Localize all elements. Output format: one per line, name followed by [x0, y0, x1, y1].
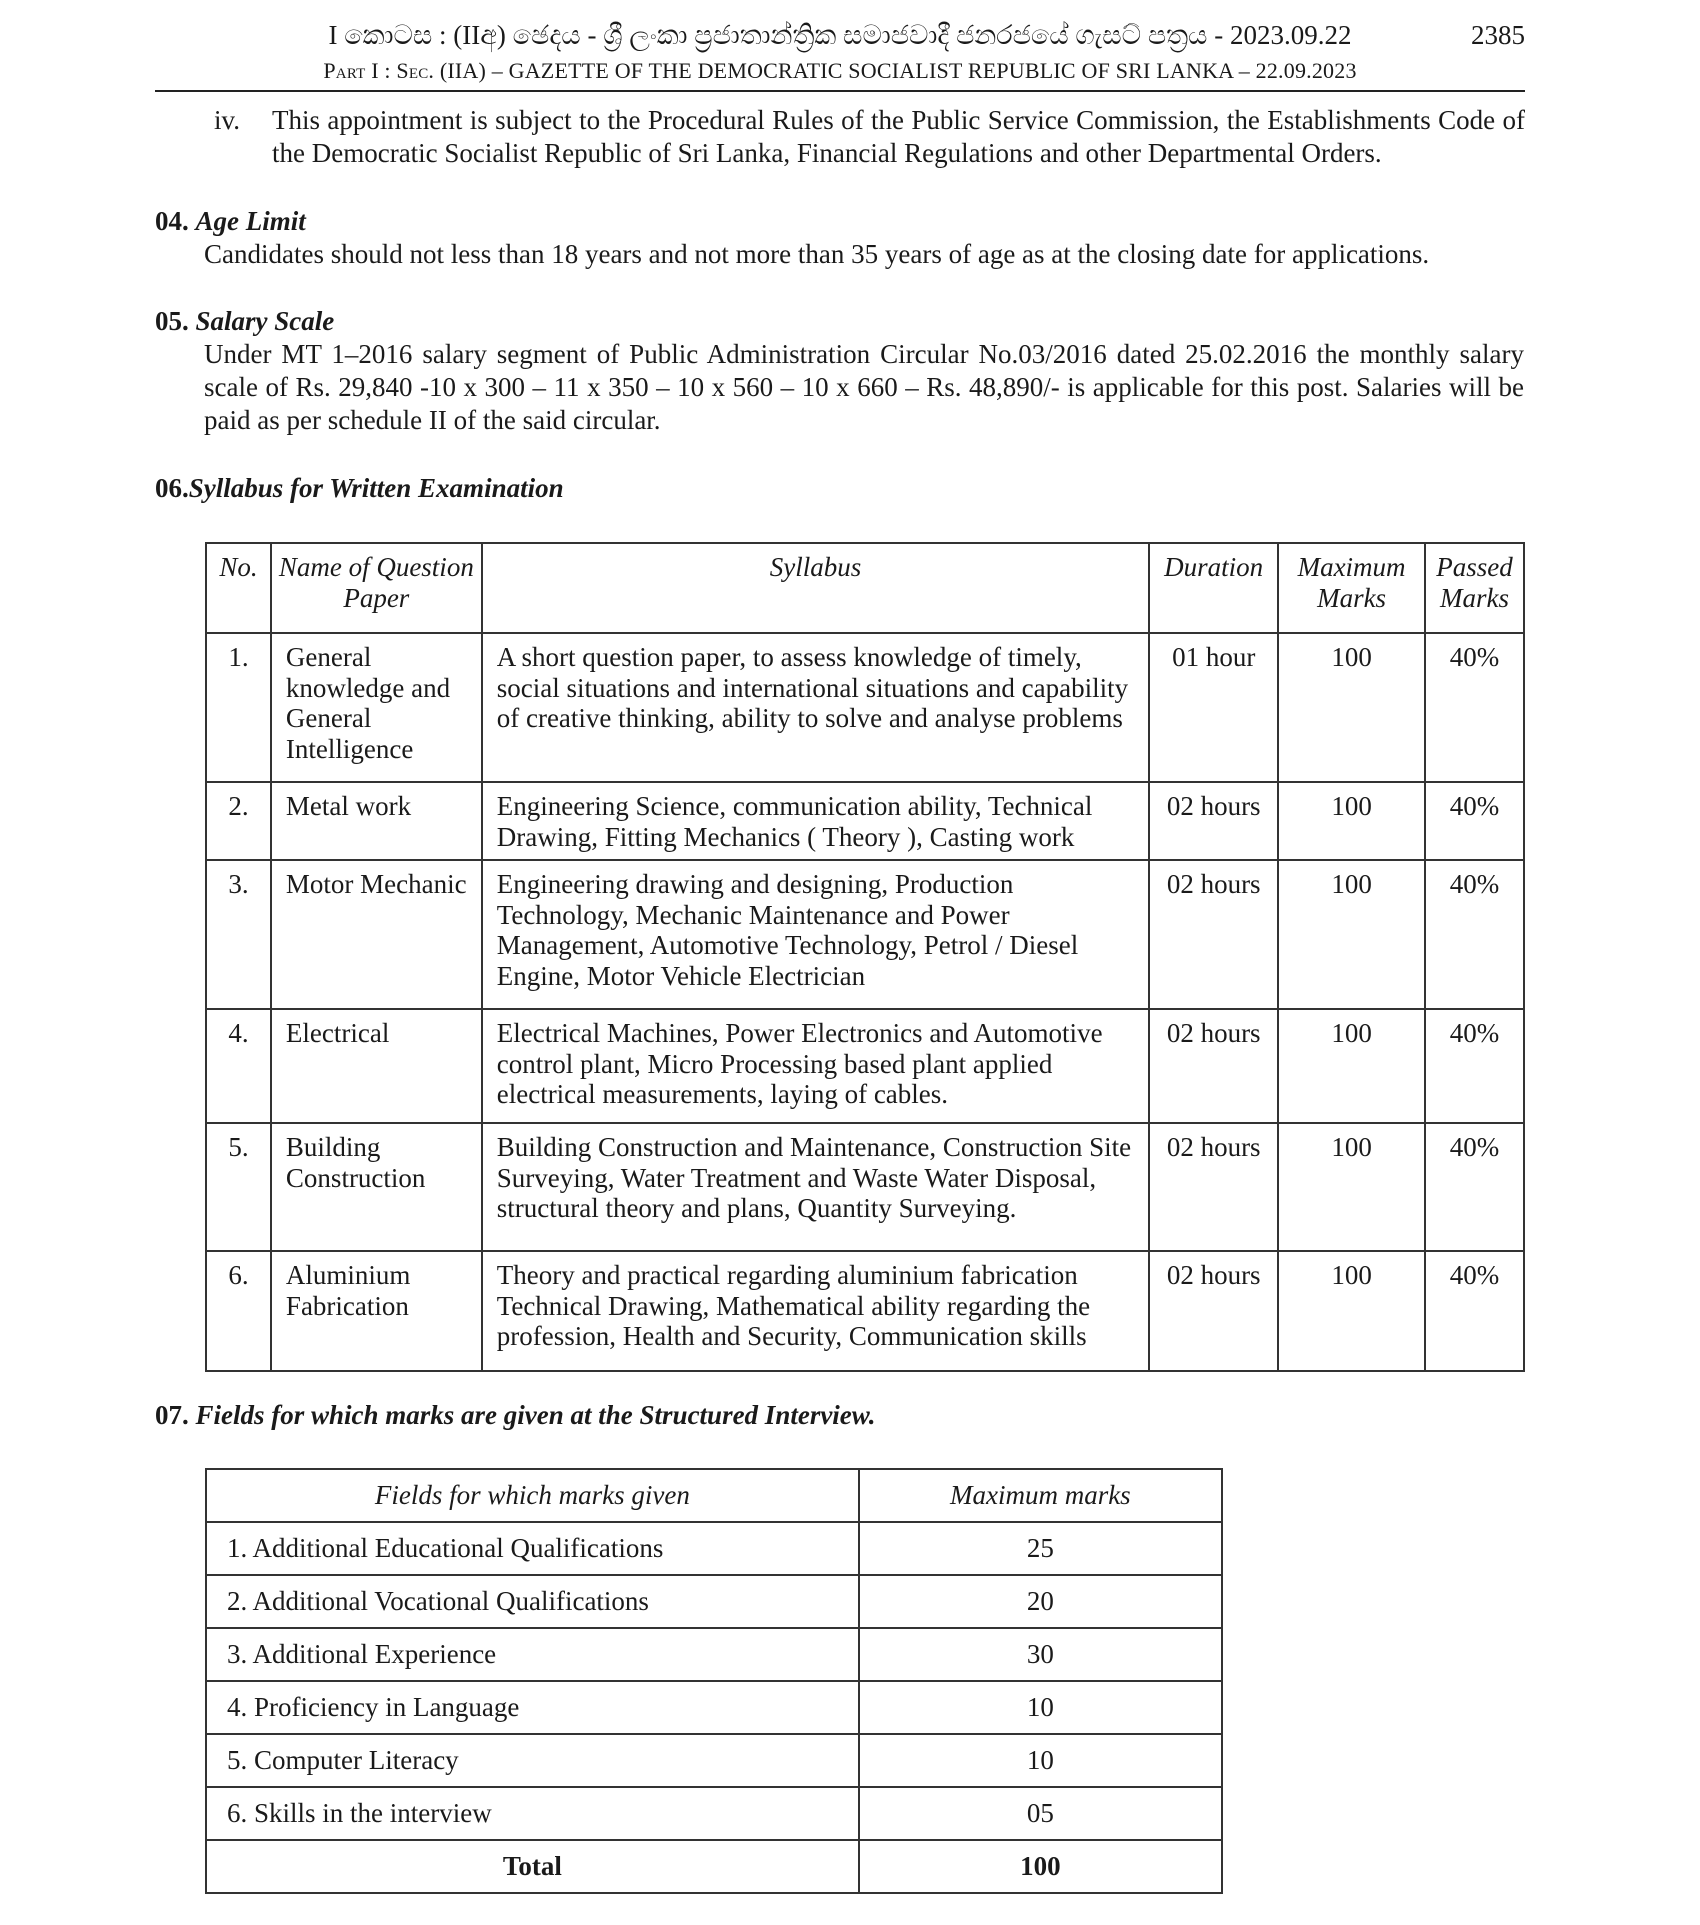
field-marks: 05 — [859, 1787, 1222, 1840]
fields-header-row — [206, 1469, 1222, 1522]
field-marks: 25 — [859, 1522, 1222, 1575]
section-06-number: 06. — [155, 473, 189, 503]
item-iv-label: iv. — [214, 105, 240, 135]
header-maximum-marks: Maximum marks — [859, 1469, 1222, 1522]
page-number: 2385 — [1471, 20, 1525, 50]
field-name: 3. Additional Experience — [206, 1628, 859, 1681]
header-no: No. — [206, 543, 271, 633]
syllabus-table — [205, 542, 1525, 1372]
duration: 02 hours — [1149, 1009, 1278, 1123]
table-row — [206, 1123, 1524, 1251]
header-passed-marks: Passed Marks — [1425, 543, 1524, 633]
table-row — [206, 1681, 1222, 1734]
field-name: 4. Proficiency in Language — [206, 1681, 859, 1734]
passed-marks: 40% — [1425, 633, 1524, 782]
table-row — [206, 1575, 1222, 1628]
section-05-text: Under MT 1–2016 salary segment of Public Administration Circular No.03/2016 dated 25.02.2016 the monthly salary scale of Rs. 29,840 -10 x 300 – 11 x 350 – 10 x 560 – 10 x 660 – Rs. 48,890/- is applicable for this post. Salaries will be paid as per schedule II of the said circular. — [204, 339, 1524, 435]
syllabus-text: Theory and practical regarding aluminium fabrication Technical Drawing, Mathematical ability regarding the profession, Health and Security, Communication skills — [482, 1251, 1150, 1371]
section-07-number: 07. — [155, 1400, 189, 1430]
duration: 02 hours — [1149, 860, 1278, 1009]
row-number: 2. — [206, 782, 271, 860]
header-english-line — [155, 58, 1525, 84]
maximum-marks: 100 — [1278, 1123, 1425, 1251]
interview-fields-table — [205, 1468, 1223, 1894]
passed-marks: 40% — [1425, 860, 1524, 1009]
section-05-title: Salary Scale — [195, 306, 335, 336]
section-05-heading — [155, 305, 334, 338]
field-name: 1. Additional Educational Qualifications — [206, 1522, 859, 1575]
table-row — [206, 1009, 1524, 1123]
total-value: 100 — [859, 1840, 1222, 1893]
question-paper-name: Electrical — [271, 1009, 482, 1123]
maximum-marks: 100 — [1278, 782, 1425, 860]
duration: 01 hour — [1149, 633, 1278, 782]
duration: 02 hours — [1149, 1123, 1278, 1251]
table-row — [206, 633, 1524, 782]
syllabus-text: A short question paper, to assess knowledge of timely, social situations and international situations and capability of creative thinking, ability to solve and analyse problems — [482, 633, 1150, 782]
row-number: 5. — [206, 1123, 271, 1251]
section-06-title: Syllabus for Written Examination — [188, 473, 564, 503]
passed-marks: 40% — [1425, 1123, 1524, 1251]
syllabus-text: Engineering drawing and designing, Production Technology, Mechanic Maintenance and Power Management, Automotive Technology, Petrol / Diesel Engine, Motor Vehicle Electrician — [482, 860, 1150, 1009]
field-marks: 20 — [859, 1575, 1222, 1628]
row-number: 4. — [206, 1009, 271, 1123]
item-iv-text: This appointment is subject to the Procedural Rules of the Public Service Commission, the Establishments Code of the Democratic Socialist Republic of Sri Lanka, Financial Regulations and other Departmental Orders. — [272, 105, 1525, 168]
question-paper-name: Building Construction — [271, 1123, 482, 1251]
section-06-heading — [155, 472, 564, 505]
gazette-header — [155, 14, 1525, 92]
table-row — [206, 1251, 1524, 1371]
maximum-marks: 100 — [1278, 1009, 1425, 1123]
table-row — [206, 860, 1524, 1009]
table-row — [206, 1522, 1222, 1575]
passed-marks: 40% — [1425, 1009, 1524, 1123]
section-07-title: Fields for which marks are given at the Structured Interview. — [195, 1400, 876, 1430]
maximum-marks: 100 — [1278, 860, 1425, 1009]
field-name: 5. Computer Literacy — [206, 1734, 859, 1787]
header-duration: Duration — [1149, 543, 1278, 633]
section-04-title: Age Limit — [195, 206, 306, 236]
syllabus-text: Engineering Science, communication ability, Technical Drawing, Fitting Mechanics ( Theory ), Casting work — [482, 782, 1150, 860]
header-maximum-marks: Maximum Marks — [1278, 543, 1425, 633]
total-label: Total — [206, 1840, 859, 1893]
syllabus-text: Building Construction and Maintenance, Construction Site Surveying, Water Treatment and Waste Water Disposal, structural theory and plans, Quantity Surveying. — [482, 1123, 1150, 1251]
header-fields: Fields for which marks given — [206, 1469, 859, 1522]
section-05-number: 05. — [155, 306, 189, 336]
section-04-heading — [155, 205, 306, 238]
table-row — [206, 1787, 1222, 1840]
section-04-number: 04. — [155, 206, 189, 236]
duration: 02 hours — [1149, 1251, 1278, 1371]
duration: 02 hours — [1149, 782, 1278, 860]
maximum-marks: 100 — [1278, 633, 1425, 782]
section-04-text: Candidates should not less than 18 years and not more than 35 years of age as at the closing date for applications. — [204, 239, 1430, 269]
row-number: 6. — [206, 1251, 271, 1371]
field-marks: 10 — [859, 1734, 1222, 1787]
row-number: 3. — [206, 860, 271, 1009]
table-row — [206, 1734, 1222, 1787]
header-sinhala-line: I කොටස : (IIඅ) ඡෙදය - ශ්‍රී ලංකා ප්‍රජාතාන්ත්‍රික සමාජවාදී ජනරජයේ ගැසට් පත්‍රය - 2023.09.22 — [328, 20, 1352, 50]
header-syllabus: Syllabus — [482, 543, 1150, 633]
question-paper-name: Metal work — [271, 782, 482, 860]
field-name: 6. Skills in the interview — [206, 1787, 859, 1840]
syllabus-text: Electrical Machines, Power Electronics and Automotive control plant, Micro Processing based plant applied electrical measurements, laying of cables. — [482, 1009, 1150, 1123]
header-part-label: Part I : Sec. — [323, 58, 435, 83]
passed-marks: 40% — [1425, 782, 1524, 860]
header-name-of-question-paper: Name of Question Paper — [271, 543, 482, 633]
field-name: 2. Additional Vocational Qualifications — [206, 1575, 859, 1628]
header-english-rest: (IIA) – GAZETTE OF THE DEMOCRATIC SOCIALIST REPUBLIC OF SRI LANKA – 22.09.2023 — [439, 58, 1357, 83]
table-row — [206, 1628, 1222, 1681]
field-marks: 30 — [859, 1628, 1222, 1681]
section-07-heading — [155, 1399, 876, 1432]
question-paper-name: General knowledge and General Intelligence — [271, 633, 482, 782]
maximum-marks: 100 — [1278, 1251, 1425, 1371]
total-row — [206, 1840, 1222, 1893]
question-paper-name: Motor Mechanic — [271, 860, 482, 1009]
passed-marks: 40% — [1425, 1251, 1524, 1371]
table-row — [206, 782, 1524, 860]
syllabus-header-row — [206, 543, 1524, 633]
row-number: 1. — [206, 633, 271, 782]
question-paper-name: Aluminium Fabrication — [271, 1251, 482, 1371]
field-marks: 10 — [859, 1681, 1222, 1734]
